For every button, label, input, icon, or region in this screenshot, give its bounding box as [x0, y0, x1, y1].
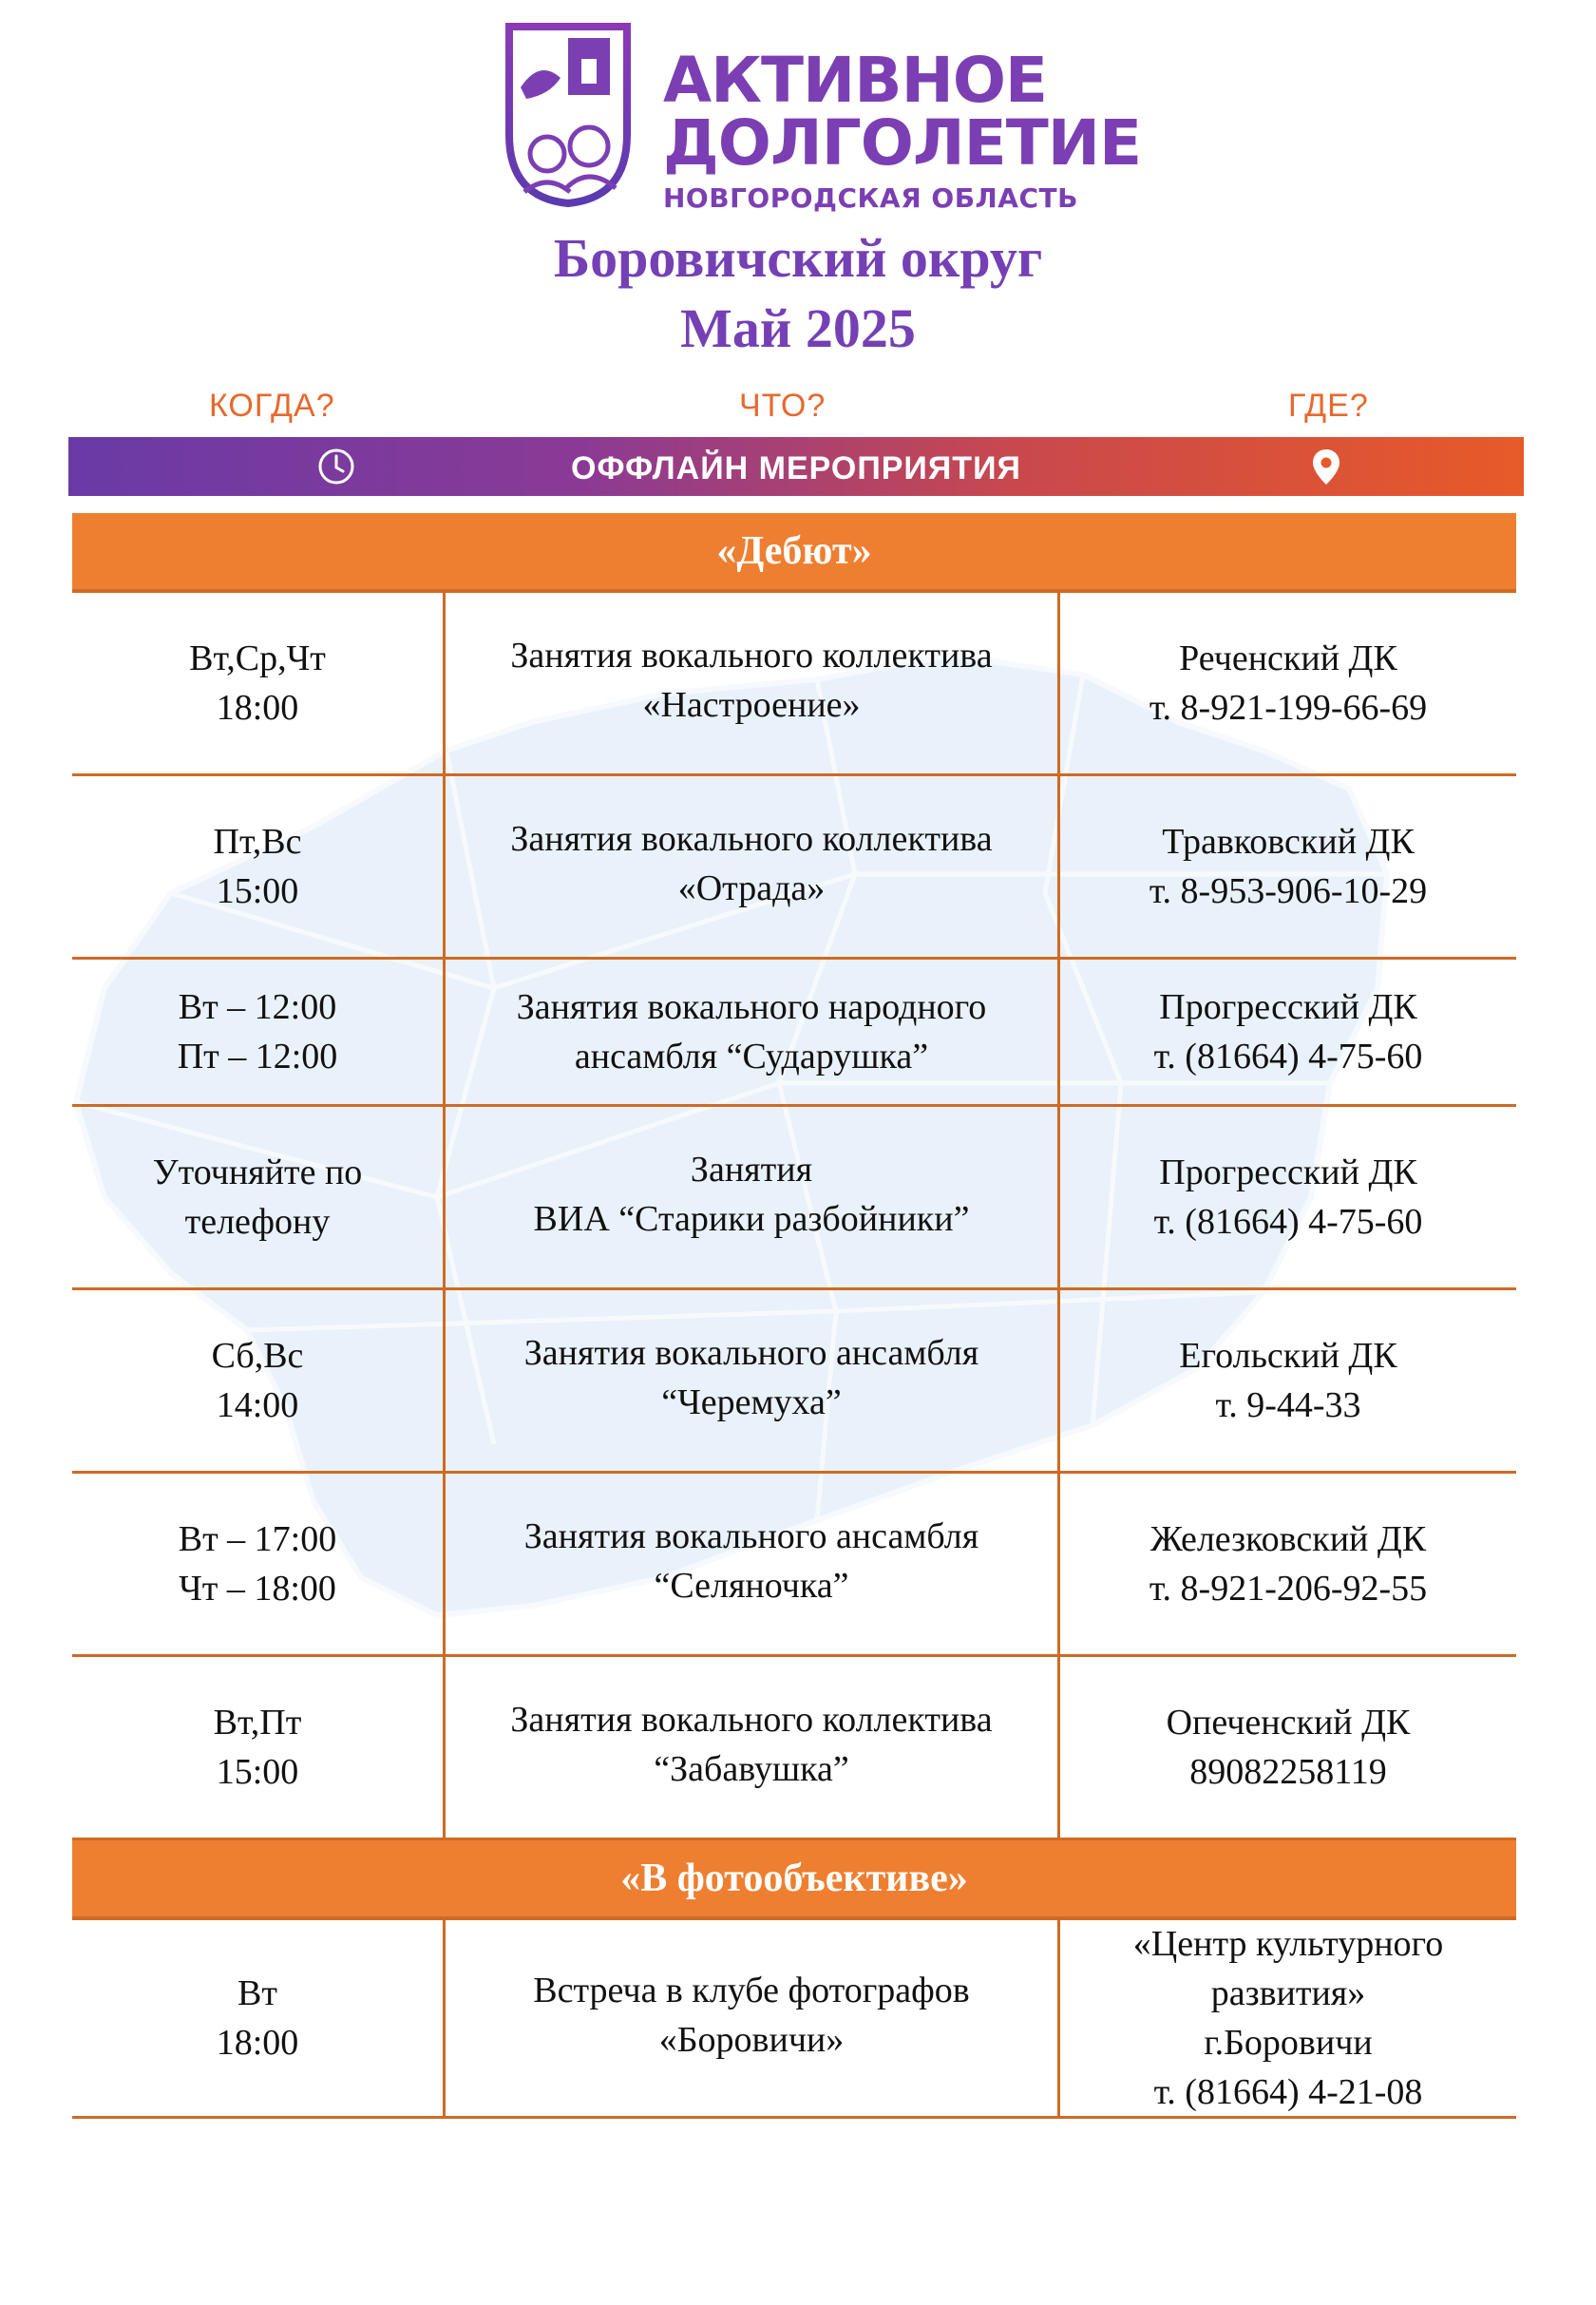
when-cell: Сб,Вс 14:00: [72, 1290, 446, 1471]
logo-emblem-icon: [502, 21, 635, 207]
what-cell: Занятия вокального народного ансамбля “Сударушка”: [446, 960, 1060, 1104]
where-cell: «Центр культурного развития» г.Боровичи т. (81664) 4-21-08: [1132, 1924, 1444, 2112]
events-table: [72, 513, 1516, 2119]
what-cell: Занятия вокального коллектива «Отрада»: [446, 776, 1060, 957]
banner-title: ОФФЛАЙН МЕРОПРИЯТИЯ: [571, 450, 1021, 486]
logo: [502, 21, 1142, 214]
where-cell: Железковский ДК т. 8-921-206-92-55: [1149, 1519, 1428, 1609]
when-cell: Вт,Пт 15:00: [72, 1657, 446, 1838]
when-cell: Вт – 12:00 Пт – 12:00: [72, 960, 446, 1104]
what-cell: Занятия вокального коллектива “Забавушка”: [446, 1657, 1060, 1838]
page-title: Боровичский округ: [553, 227, 1043, 289]
when-cell: Пт,Вс 15:00: [72, 776, 446, 957]
table-row: [72, 1474, 1516, 1657]
location-pin-icon: [1306, 447, 1346, 486]
where-label: ГДЕ?: [1288, 388, 1369, 424]
table-row: [72, 1107, 1516, 1290]
where-cell: Травковский ДК т. 8-953-906-10-29: [1149, 822, 1428, 911]
where-cell: Реченский ДК т. 8-921-199-66-69: [1149, 638, 1428, 728]
what-label: ЧТО?: [739, 388, 826, 424]
logo-line-1: АКТИВНОЕ: [663, 44, 1048, 117]
what-cell: Занятия вокального ансамбля “Селяночка”: [446, 1474, 1060, 1654]
table-row: [72, 1657, 1516, 1840]
what-cell: Занятия вокального ансамбля “Черемуха”: [446, 1290, 1060, 1471]
when-cell: Вт,Ср,Чт 18:00: [72, 593, 446, 773]
table-row: [72, 1290, 1516, 1474]
where-cell: Прогресский ДК т. (81664) 4-75-60: [1153, 987, 1423, 1076]
what-cell: Занятия ВИА “Старики разбойники”: [446, 1107, 1060, 1287]
where-cell: Опеченский ДК 89082258119: [1166, 1703, 1411, 1792]
when-label: КОГДА?: [209, 388, 335, 424]
what-cell: Встреча в клубе фотографов «Боровичи»: [446, 1920, 1060, 2116]
table-row: [72, 776, 1516, 960]
logo-line-2: ДОЛГОЛЕТИЕ: [663, 106, 1142, 180]
logo-line-3: НОВГОРОДСКАЯ ОБЛАСТЬ: [663, 182, 1078, 214]
section-header: «В фотообъективе»: [72, 1840, 1516, 1920]
where-cell: Егольский ДК т. 9-44-33: [1179, 1336, 1397, 1425]
where-cell: Прогресский ДК т. (81664) 4-75-60: [1153, 1152, 1423, 1242]
when-cell: Вт – 17:00 Чт – 18:00: [72, 1474, 446, 1654]
when-cell: Вт 18:00: [72, 1920, 446, 2116]
table-row: [72, 593, 1516, 776]
what-cell: Занятия вокального коллектива «Настроение»: [446, 593, 1060, 773]
table-row: [72, 960, 1516, 1107]
table-row: [72, 1920, 1516, 2119]
offline-events-banner: [68, 437, 1524, 496]
page-subtitle: Май 2025: [680, 297, 916, 359]
section-header: «Дебют»: [72, 513, 1516, 593]
when-cell: Уточняйте по телефону: [72, 1107, 446, 1287]
